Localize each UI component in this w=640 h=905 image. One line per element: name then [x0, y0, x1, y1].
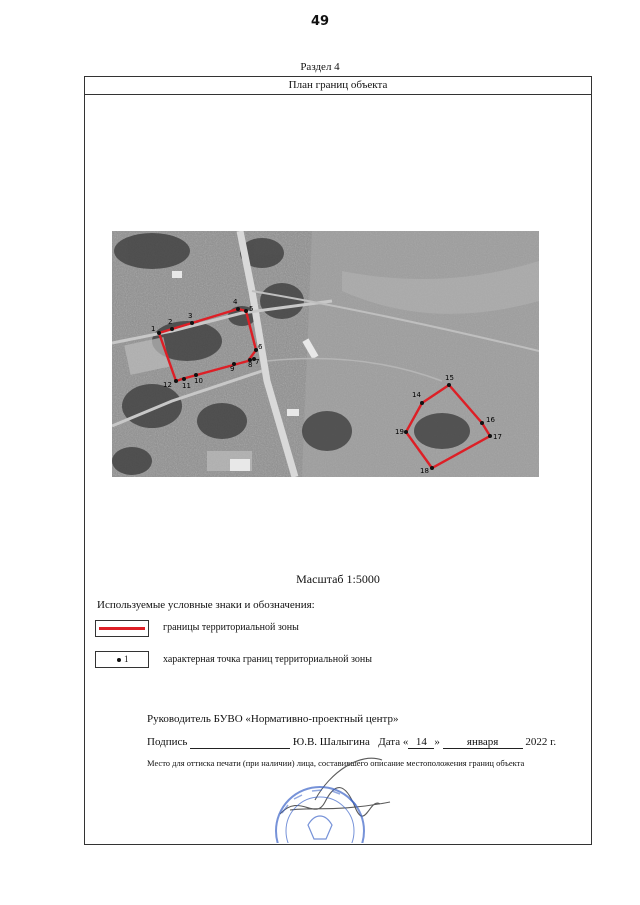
legend-point-sample-label: 1 [124, 654, 129, 664]
section-label: Раздел 4 [300, 61, 340, 73]
point-label: 8 [248, 361, 253, 369]
point-label: 2 [168, 318, 173, 326]
signer-name: Ю.В. Шалыгина [292, 736, 370, 748]
point-label: 1 [151, 325, 156, 333]
legend-point-text: характерная точка границ территориальной зоны [163, 654, 372, 665]
point-label: 19 [395, 428, 404, 436]
point-16-marker [480, 421, 484, 425]
legend-boundary-text: границы территориальной зоны [163, 622, 299, 633]
point-11-marker [182, 377, 186, 381]
stamp-place-note: Место для оттиска печати (при наличии) лица, составившего описание местоположения границ объекта [147, 758, 525, 768]
date-label: Дата « [378, 736, 409, 748]
point-label: 6 [258, 343, 263, 351]
date-year: 2022 г. [525, 736, 557, 748]
point-label: 18 [420, 467, 429, 475]
point-label: 3 [188, 312, 193, 320]
plan-frame [84, 76, 592, 845]
point-label: 14 [412, 391, 421, 399]
point-label: 11 [182, 382, 191, 390]
signature-blank [190, 736, 290, 749]
page-number: 49 [310, 14, 330, 29]
point-4-marker [236, 307, 240, 311]
point-2-marker [170, 327, 174, 331]
point-label: 4 [233, 298, 238, 306]
legend-point-symbol [95, 651, 149, 668]
red-line-swatch [99, 627, 145, 630]
point-14-marker [420, 401, 424, 405]
point-label: 7 [255, 358, 260, 366]
point-label: 10 [194, 377, 203, 385]
map-scale: Масштаб 1:5000 [296, 572, 380, 586]
head-of-organization: Руководитель БУВО «Нормативно-проектный центр» [147, 713, 399, 725]
point-label: 9 [230, 365, 235, 373]
point-3-marker [190, 321, 194, 325]
point-1-marker [157, 331, 161, 335]
date-month: января [443, 736, 523, 749]
signature-line [147, 736, 556, 749]
point-12-marker [174, 379, 178, 383]
point-label: 5 [249, 305, 254, 313]
point-17-marker [488, 434, 492, 438]
point-15-marker [447, 383, 451, 387]
stamp-seal [260, 783, 380, 843]
date-day: 14 [408, 736, 434, 749]
date-quote-close: » [434, 736, 440, 748]
plan-title: План границ объекта [85, 77, 591, 95]
map-svg [112, 231, 539, 477]
point-dot-icon [117, 658, 121, 662]
point-label: 12 [163, 381, 172, 389]
legend-heading: Используемые условные знаки и обозначения: [97, 599, 315, 611]
point-label: 17 [493, 433, 502, 441]
point-5-marker [244, 309, 248, 313]
aerial-map [112, 231, 539, 477]
point-label: 16 [486, 416, 495, 424]
point-18-marker [430, 466, 434, 470]
point-19-marker [404, 430, 408, 434]
point-label: 15 [445, 374, 454, 382]
legend-boundary-symbol [95, 620, 149, 637]
sign-label: Подпись [147, 736, 188, 748]
